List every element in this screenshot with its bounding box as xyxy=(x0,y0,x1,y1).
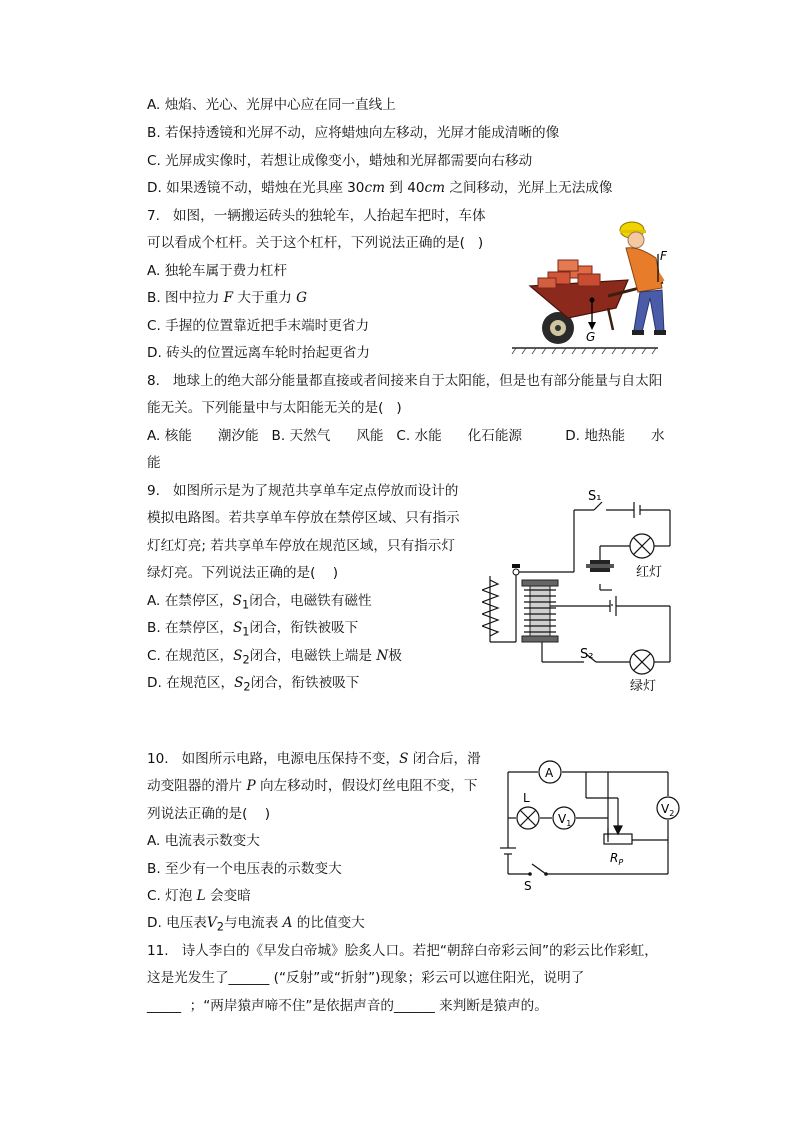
q9-c-pre: C. 在规范区， xyxy=(147,648,234,664)
rheostat-circuit-figure xyxy=(496,758,682,894)
q10-d-post: 的比值变大 xyxy=(292,915,365,931)
bike-circuit-figure xyxy=(482,486,682,696)
fig-v1-label: $V_1$ xyxy=(558,812,572,828)
q10-s1-s: S xyxy=(399,751,409,767)
q11-line3: _____ ；“两岸猿声啼不住”是依据声音的______ 来判断是猿声的。 xyxy=(147,998,548,1014)
q6-option-d xyxy=(147,178,612,198)
q10-option-a: A. 电流表示数变大 xyxy=(147,833,260,849)
q7-stem-line1: 7. 如图，一辆搬运砖头的独轮车，人抬起车把时，车体 xyxy=(147,208,486,224)
q9-c-s: S xyxy=(233,648,243,664)
q10-s2-post: 向左移动时，假设灯丝电阻不变，下 xyxy=(255,778,478,794)
fig-green-lamp-label: 绿灯 xyxy=(630,679,657,694)
fig-rheostat-label: $R_P$ xyxy=(610,851,624,867)
q7-option-b xyxy=(147,288,307,308)
q9-option-a xyxy=(147,591,372,615)
q7-b-pre: B. 图中拉力 xyxy=(147,290,224,306)
q10-d-pre: D. 电压表 xyxy=(147,915,207,931)
q9-d-sub: 2 xyxy=(243,679,251,694)
q9-a-s: S xyxy=(232,593,242,609)
q6-d-pre: D. 如果透镜不动，蜡烛在光具座 30 xyxy=(147,180,365,196)
q9-b-s: S xyxy=(232,620,243,636)
q8-options: A. 核能 潮汐能 B. 天然气 风能 C. 水能 化石能源 D. 地热能 水 xyxy=(147,428,665,444)
q9-stem-line4: 绿灯亮。下列说法正确的是( ) xyxy=(147,565,339,581)
q9-option-c xyxy=(147,646,402,670)
q9-c-n: N xyxy=(376,648,389,664)
q7-b-f: F xyxy=(223,290,234,306)
fig-red-lamp-label: 红灯 xyxy=(636,565,663,580)
fig-ammeter-label: A xyxy=(545,766,554,780)
q9-a-pre: A. 在禁停区， xyxy=(147,593,233,609)
wheelbarrow-figure xyxy=(508,208,688,358)
q10-d-a: A xyxy=(282,915,293,931)
fig-g-label: G xyxy=(586,330,596,344)
q9-a-post: 闭合，电磁铁有磁性 xyxy=(249,593,372,609)
q9-a-sub: 1 xyxy=(242,597,250,612)
q7-b-mid: 大于重力 xyxy=(233,290,297,306)
q9-option-d xyxy=(147,673,359,697)
q6-option-c: C. 光屏成实像时，若想让成像变小，蜡烛和光屏都需要向右移动 xyxy=(147,153,533,169)
q10-s1-pre: 10. 如图所示电路，电源电压保持不变， xyxy=(147,751,400,767)
q8-options-wrap: 能 xyxy=(147,455,161,471)
fig-s1-label: S₁ xyxy=(588,489,602,504)
q10-c-post: 会变暗 xyxy=(205,888,251,904)
q10-s1-post: 闭合后，滑 xyxy=(408,751,481,767)
q6-d-mid: 到 40 xyxy=(384,180,425,196)
q10-stem-line3: 列说法正确的是( ) xyxy=(147,806,271,822)
q9-c-post: 极 xyxy=(388,648,402,664)
q10-stem-line2 xyxy=(147,776,477,796)
fig-s2-label: S₂ xyxy=(580,647,594,662)
q9-c-mid: 闭合，电磁铁上端是 xyxy=(249,648,377,664)
q10-option-b: B. 至少有一个电压表的示数变大 xyxy=(147,861,342,877)
q9-d-s: S xyxy=(234,675,244,691)
q10-d-v: V xyxy=(206,915,217,931)
q10-c-l: L xyxy=(196,888,206,904)
q7-option-d: D. 砖头的位置远离车轮时抬起更省力 xyxy=(147,345,371,361)
q9-b-post: 闭合，衔铁被吸下 xyxy=(249,620,359,636)
fig-f-label: F xyxy=(660,249,667,263)
q10-d-mid: 与电流表 xyxy=(223,915,283,931)
q7-option-a: A. 独轮车属于费力杠杆 xyxy=(147,263,288,279)
q9-d-pre: D. 在规范区， xyxy=(147,675,235,691)
q6-d-unit1: cm xyxy=(364,180,385,196)
q8-stem-line1: 8. 地球上的绝大部分能量都直接或者间接来自于太阳能，但是也有部分能量与自太阳 xyxy=(147,373,663,389)
q6-option-b: B. 若保持透镜和光屏不动，应将蜡烛向左移动，光屏才能成清晰的像 xyxy=(147,125,560,141)
fig-v2-label: $V_2$ xyxy=(661,802,675,818)
q9-stem-line2: 模拟电路图。若共享单车停放在禁停区域、只有指示 xyxy=(147,510,460,526)
q9-b-sub: 1 xyxy=(242,624,250,639)
fig-switch-label: S xyxy=(524,879,532,893)
q7-b-g: G xyxy=(296,290,307,306)
q6-d-unit2: cm xyxy=(424,180,446,196)
q9-option-b xyxy=(147,618,358,642)
q10-stem-line1 xyxy=(147,749,481,769)
q6-d-post: 之间移动，光屏上无法成像 xyxy=(445,180,613,196)
q9-d-post: 闭合，衔铁被吸下 xyxy=(250,675,360,691)
q8-stem-line2: 能无关。下列能量中与太阳能无关的是( ) xyxy=(147,400,402,416)
q6-option-a: A. 烛焰、光心、光屏中心应在同一直线上 xyxy=(147,97,396,113)
q11-line2: 这是光发生了______ (“反射”或“折射”)现象；彩云可以遮住阳光，说明了 xyxy=(147,970,585,986)
q10-s2-pre: 动变阻器的滑片 xyxy=(147,778,247,794)
q7-option-c: C. 手握的位置靠近把手末端时更省力 xyxy=(147,318,370,334)
q9-c-sub: 2 xyxy=(242,652,250,667)
q7-stem-line2: 可以看成个杠杆。关于这个杠杆，下列说法正确的是( ) xyxy=(147,235,484,251)
fig-lamp-label: L xyxy=(523,791,530,805)
q10-s2-p: P xyxy=(246,778,256,794)
q9-stem-line3: 灯红灯亮; 若共享单车停放在规范区域，只有指示灯 xyxy=(147,538,455,554)
q11-line1: 11. 诗人李白的《早发白帝城》脍炙人口。若把“朝辞白帝彩云间”的彩云比作彩虹， xyxy=(147,943,658,959)
q9-b-pre: B. 在禁停区， xyxy=(147,620,233,636)
q9-stem-line1: 9. 如图所示是为了规范共享单车定点停放而设计的 xyxy=(147,483,459,499)
q10-c-pre: C. 灯泡 xyxy=(147,888,197,904)
q10-d-sub: 2 xyxy=(216,919,224,934)
q10-option-d xyxy=(147,913,365,937)
q10-option-c xyxy=(147,886,251,906)
